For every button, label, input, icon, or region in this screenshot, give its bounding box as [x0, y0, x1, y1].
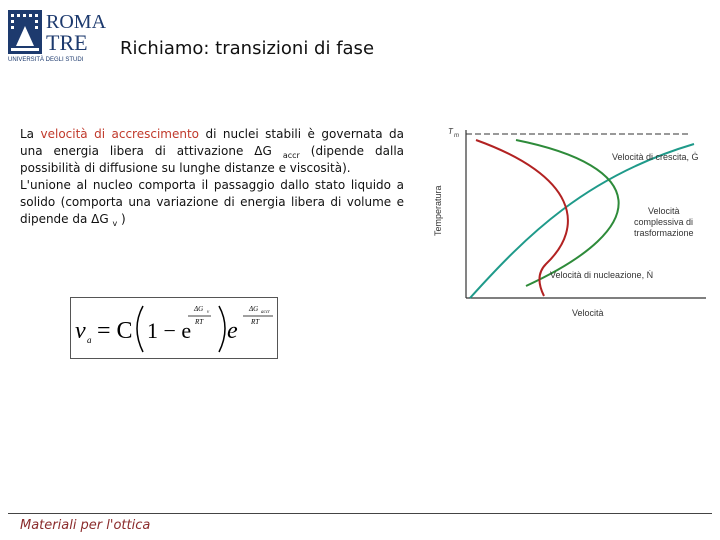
p1-sub: accr [282, 151, 300, 160]
exp1-den: RT [195, 318, 204, 326]
y-axis-label: Temperatura [433, 185, 443, 236]
growth-label: Velocità di crescita, Ġ [612, 152, 699, 162]
footer-divider [8, 513, 712, 514]
p1-b: di nuclei stabili è governata da una energia libera di attivazione ΔG [20, 127, 404, 158]
x-axis-label: Velocità [572, 308, 604, 318]
exp2-den: RT [251, 318, 260, 326]
p1-a: La [20, 127, 41, 141]
exp1-num-sub: v [207, 310, 210, 315]
tm-label: T [448, 127, 453, 136]
logo-sub-text: UNIVERSITÀ DEGLI STUDI [8, 57, 84, 62]
logo-top-text: ROMA [46, 11, 106, 33]
exp1-num: ΔG [194, 305, 204, 313]
tm-sub: m [454, 133, 459, 139]
p2-sub: v [112, 219, 118, 228]
total-label-1: Velocità [648, 206, 680, 216]
p2-a: L'unione al nucleo comporta il passaggio dallo stato liquido a solido (comporta una variazione di energia libera di volume e dipende da ΔG [20, 178, 404, 226]
formula-lhs-sub: a [87, 335, 92, 345]
nucleation-label: Velocità di nucleazione, Ṅ [550, 270, 654, 280]
slide-title: Richiamo: transizioni di fase [120, 38, 375, 59]
formula-paren-left [137, 306, 143, 352]
formula-eq: = C [97, 318, 133, 344]
total-label-3: trasformazione [634, 228, 694, 238]
transformation-rate-diagram [426, 116, 716, 326]
p1-c: (dipende dalla possibilità di diffusione su lunghe distanze e viscosità). [20, 144, 405, 175]
body-text [20, 126, 404, 228]
formula-lhs: v [75, 318, 86, 344]
p1-highlight: velocità di accrescimento [40, 127, 200, 141]
formula-box [70, 297, 278, 359]
formula-paren-one: 1 − e [147, 318, 192, 343]
p2-b: ) [117, 212, 126, 226]
footer-text: Materiali per l'ottica [20, 518, 151, 533]
logo-bottom-text: TRE [46, 30, 88, 55]
formula-e2: e [227, 318, 238, 344]
total-label-2: complessiva di [634, 217, 694, 227]
exp2-num-sub: accr [261, 310, 270, 315]
exp2-num: ΔG [249, 305, 259, 313]
growth-rate-formula [71, 298, 277, 358]
university-logo [6, 6, 106, 62]
formula-paren-right [219, 306, 225, 352]
